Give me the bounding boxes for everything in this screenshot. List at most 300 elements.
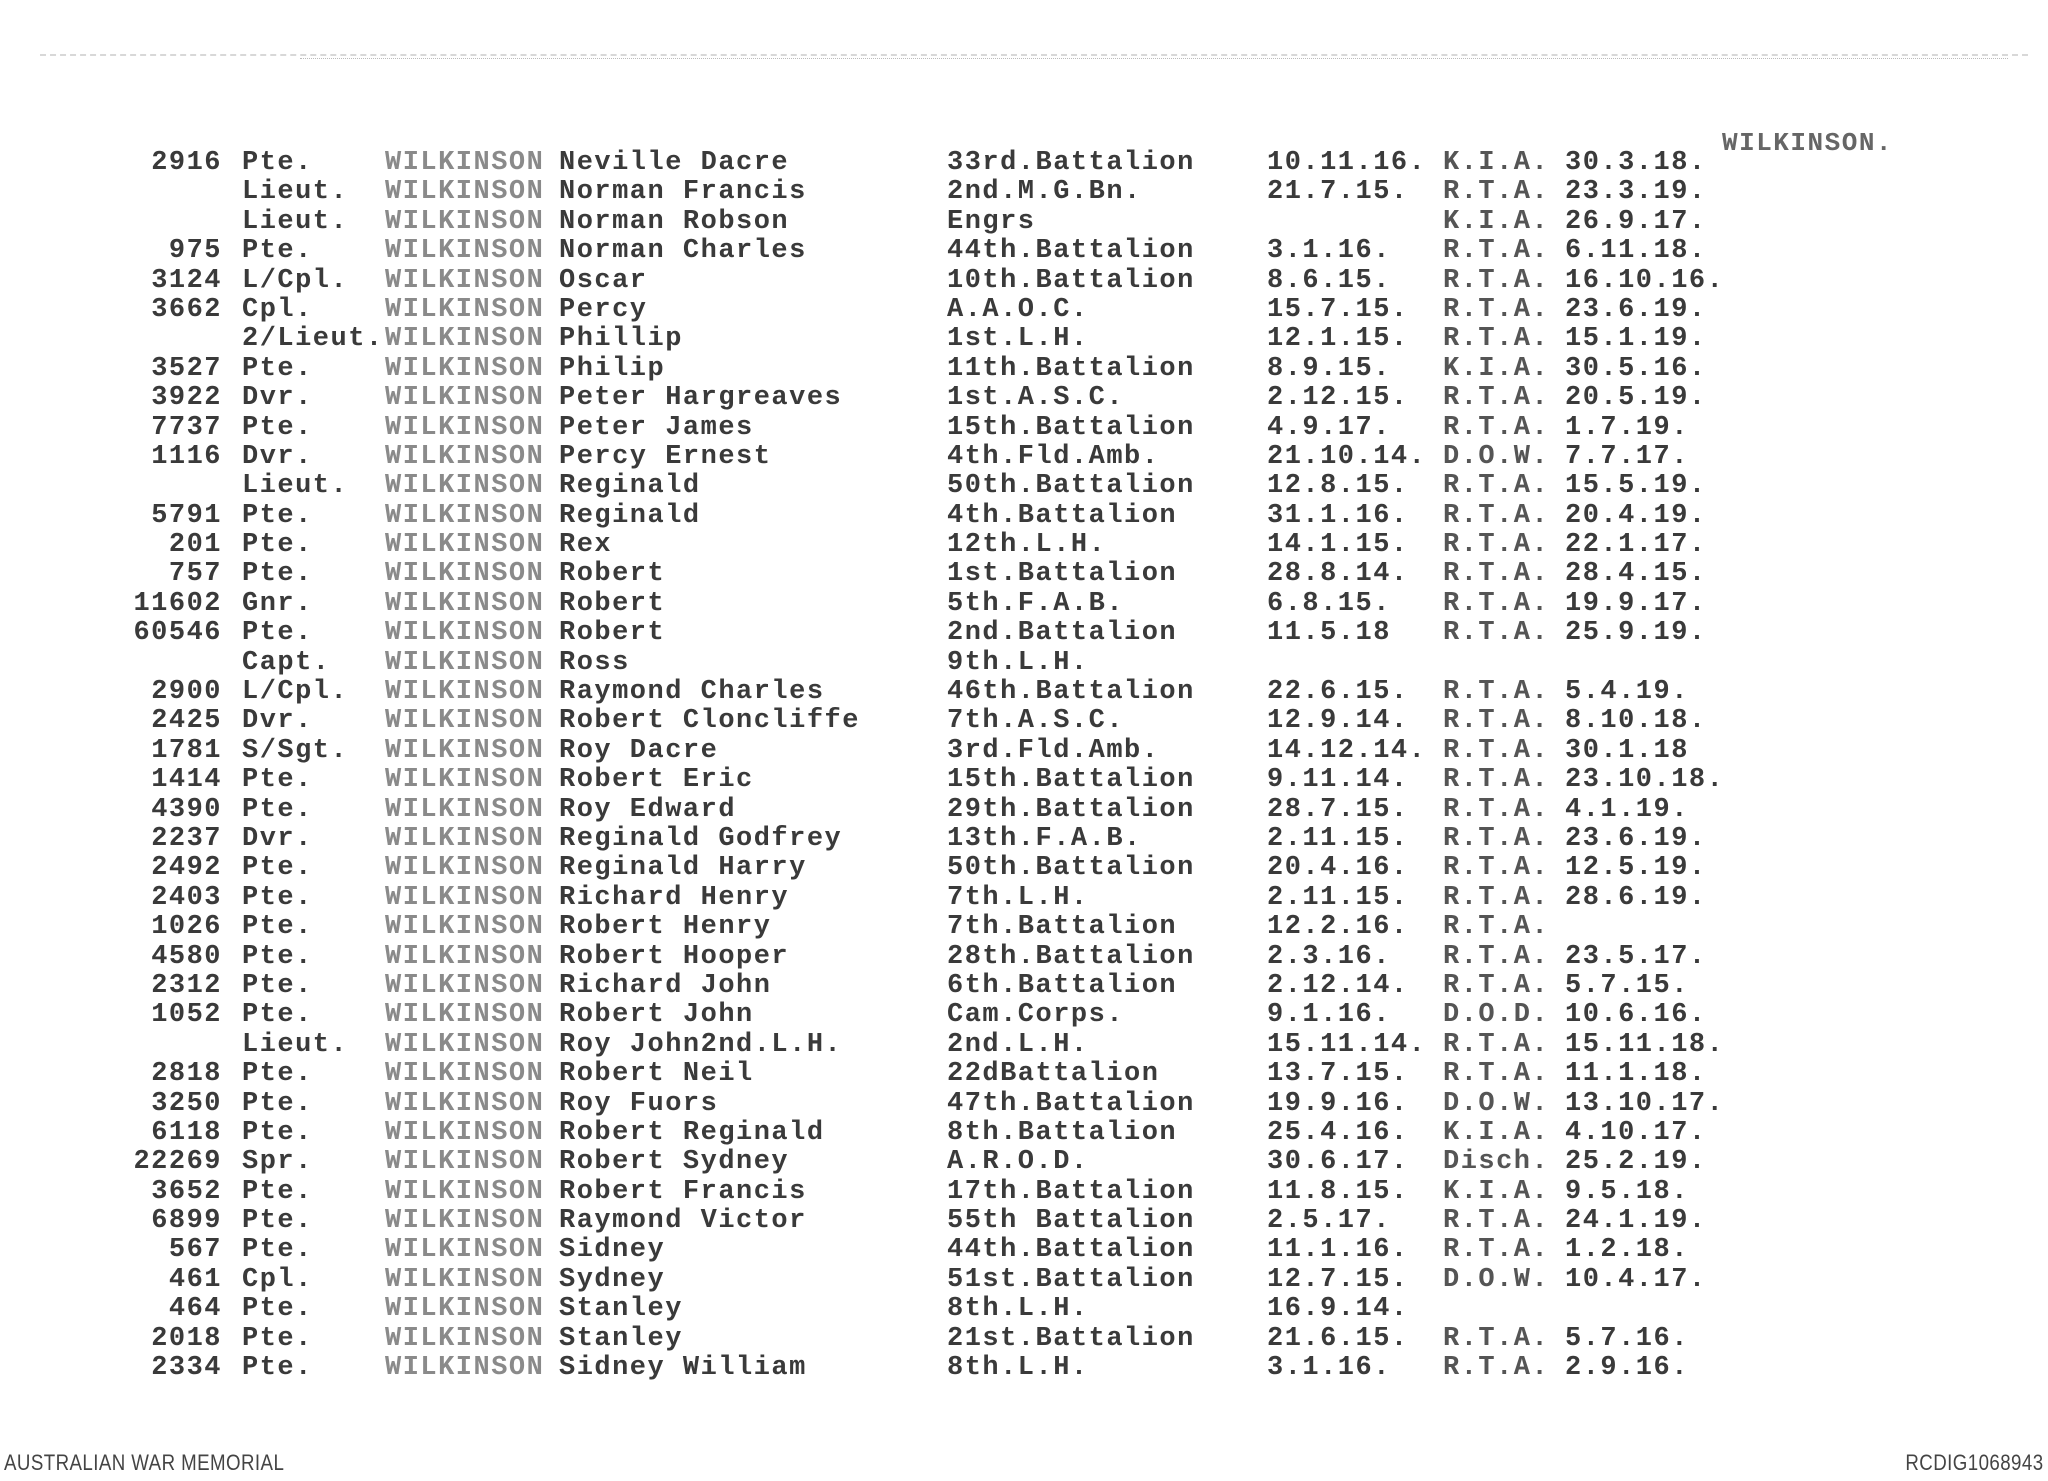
roll-entry <box>0 648 2048 677</box>
fate-date: 10.4.17. <box>1565 1264 1707 1295</box>
fate-status: D.O.W. <box>1443 441 1550 472</box>
enlistment-date: 8.6.15. <box>1267 265 1391 296</box>
rank: Capt. <box>242 647 331 678</box>
roll-entry <box>0 442 2048 471</box>
service-number: 1052 <box>151 1000 222 1031</box>
given-names: Reginald Harry <box>559 853 807 884</box>
service-number: 3922 <box>151 383 222 414</box>
surname: WILKINSON <box>385 559 545 590</box>
given-names: Philip <box>559 353 666 384</box>
fate-date: 19.9.17. <box>1565 588 1707 619</box>
unit: 33rd.Battalion <box>947 148 1195 178</box>
fate-status: R.T.A. <box>1443 706 1550 737</box>
nominal-roll-list <box>0 148 2048 1382</box>
enlistment-date: 14.1.15. <box>1267 530 1409 561</box>
enlistment-date: 12.9.14. <box>1267 706 1409 737</box>
fate-date: 23.5.17. <box>1565 941 1707 972</box>
roll-entry <box>0 1235 2048 1264</box>
rank: Pte. <box>242 1353 313 1384</box>
surname: WILKINSON <box>385 1147 545 1178</box>
given-names: Robert Eric <box>559 765 754 796</box>
surname: WILKINSON <box>385 588 545 619</box>
given-names: Reginald <box>559 471 701 502</box>
fate-status: R.T.A. <box>1443 265 1550 296</box>
given-names: Robert <box>559 559 666 590</box>
fate-status: R.T.A. <box>1443 1206 1550 1237</box>
roll-entry <box>0 1353 2048 1382</box>
surname: WILKINSON <box>385 677 545 708</box>
fate-date: 2.9.16. <box>1565 1353 1689 1384</box>
unit: 22dBattalion <box>947 1059 1160 1090</box>
unit: 47th.Battalion <box>947 1088 1195 1119</box>
roll-entry <box>0 1147 2048 1176</box>
rank: Pte. <box>242 765 313 796</box>
fate-status: R.T.A. <box>1443 794 1550 825</box>
enlistment-date: 22.6.15. <box>1267 677 1409 708</box>
service-number: 11602 <box>133 588 222 619</box>
unit: 2nd.L.H. <box>947 1029 1089 1060</box>
fate-status: D.O.D. <box>1443 1000 1550 1031</box>
fate-status: R.T.A. <box>1443 1323 1550 1354</box>
surname: WILKINSON <box>385 530 545 561</box>
rank: Pte. <box>242 941 313 972</box>
rank: Dvr. <box>242 383 313 414</box>
fate-status: R.T.A. <box>1443 1029 1550 1060</box>
surname: WILKINSON <box>385 265 545 296</box>
unit: 8th.Battalion <box>947 1117 1178 1148</box>
given-names: Percy <box>559 294 648 325</box>
given-names: Norman Robson <box>559 206 790 237</box>
fate-status: R.T.A. <box>1443 853 1550 884</box>
surname: WILKINSON <box>385 1353 545 1384</box>
roll-entry <box>0 559 2048 588</box>
fate-date: 23.3.19. <box>1565 177 1707 208</box>
fate-date: 15.5.19. <box>1565 471 1707 502</box>
given-names: Robert Neil <box>559 1059 754 1090</box>
rank: Spr. <box>242 1147 313 1178</box>
unit: Engrs <box>947 206 1036 237</box>
fate-status: R.T.A. <box>1443 912 1550 943</box>
fate-status: K.I.A. <box>1443 148 1550 178</box>
roll-entry <box>0 853 2048 882</box>
surname: WILKINSON <box>385 1264 545 1295</box>
unit: 13th.F.A.B. <box>947 823 1142 854</box>
fate-status: R.T.A. <box>1443 1059 1550 1090</box>
surname: WILKINSON <box>385 1000 545 1031</box>
roll-entry <box>0 942 2048 971</box>
enlistment-date: 19.9.16. <box>1267 1088 1409 1119</box>
surname: WILKINSON <box>385 794 545 825</box>
roll-entry <box>0 795 2048 824</box>
unit: 2nd.M.G.Bn. <box>947 177 1142 208</box>
unit: 50th.Battalion <box>947 853 1195 884</box>
rank: Pte. <box>242 1000 313 1031</box>
surname: WILKINSON <box>385 353 545 384</box>
enlistment-date: 3.1.16. <box>1267 1353 1391 1384</box>
fate-date: 16.10.16. <box>1565 265 1725 296</box>
given-names: Ross <box>559 647 630 678</box>
rank: Dvr. <box>242 823 313 854</box>
unit: 17th.Battalion <box>947 1176 1195 1207</box>
roll-entry <box>0 589 2048 618</box>
rank: Gnr. <box>242 588 313 619</box>
enlistment-date: 2.12.14. <box>1267 970 1409 1001</box>
roll-entry <box>0 677 2048 706</box>
surname: WILKINSON <box>385 1294 545 1325</box>
given-names: Robert Sydney <box>559 1147 790 1178</box>
service-number: 2900 <box>151 677 222 708</box>
fate-date: 23.6.19. <box>1565 823 1707 854</box>
fate-date: 23.6.19. <box>1565 294 1707 325</box>
service-number: 2237 <box>151 823 222 854</box>
given-names: Roy Fuors <box>559 1088 719 1119</box>
unit: Cam.Corps. <box>947 1000 1125 1031</box>
roll-entry <box>0 1294 2048 1323</box>
fate-status: K.I.A. <box>1443 1176 1550 1207</box>
service-number: 60546 <box>133 618 222 649</box>
surname: WILKINSON <box>385 647 545 678</box>
given-names: Stanley <box>559 1323 683 1354</box>
enlistment-date: 30.6.17. <box>1267 1147 1409 1178</box>
fate-status: R.T.A. <box>1443 618 1550 649</box>
fate-status: R.T.A. <box>1443 588 1550 619</box>
rank: Pte. <box>242 1235 313 1266</box>
fate-date: 5.7.15. <box>1565 970 1689 1001</box>
enlistment-date: 15.11.14. <box>1267 1029 1427 1060</box>
roll-entry <box>0 736 2048 765</box>
service-number: 3662 <box>151 294 222 325</box>
fate-status: R.T.A. <box>1443 941 1550 972</box>
roll-entry <box>0 324 2048 353</box>
enlistment-date: 31.1.16. <box>1267 500 1409 531</box>
fate-date: 4.10.17. <box>1565 1117 1707 1148</box>
fate-status: R.T.A. <box>1443 970 1550 1001</box>
enlistment-date: 28.8.14. <box>1267 559 1409 590</box>
rank: Pte. <box>242 1323 313 1354</box>
enlistment-date: 9.1.16. <box>1267 1000 1391 1031</box>
surname: WILKINSON <box>385 148 545 178</box>
fate-date: 12.5.19. <box>1565 853 1707 884</box>
service-number: 5791 <box>151 500 222 531</box>
enlistment-date: 2.12.15. <box>1267 383 1409 414</box>
surname: WILKINSON <box>385 471 545 502</box>
unit: 15th.Battalion <box>947 412 1195 443</box>
roll-entry <box>0 207 2048 236</box>
fate-status: R.T.A. <box>1443 324 1550 355</box>
fate-date: 28.6.19. <box>1565 882 1707 913</box>
surname: WILKINSON <box>385 765 545 796</box>
enlistment-date: 2.11.15. <box>1267 823 1409 854</box>
fate-date: 15.11.18. <box>1565 1029 1725 1060</box>
rank: Pte. <box>242 559 313 590</box>
given-names: Rex <box>559 530 613 561</box>
unit: 55th Battalion <box>947 1206 1195 1237</box>
unit: 7th.L.H. <box>947 882 1089 913</box>
given-names: Percy Ernest <box>559 441 772 472</box>
unit: 15th.Battalion <box>947 765 1195 796</box>
fate-date: 1.7.19. <box>1565 412 1689 443</box>
service-number: 6899 <box>151 1206 222 1237</box>
fate-date: 30.3.18. <box>1565 148 1707 178</box>
service-number: 3527 <box>151 353 222 384</box>
roll-entry <box>0 1206 2048 1235</box>
enlistment-date: 16.9.14. <box>1267 1294 1409 1325</box>
service-number: 201 <box>168 530 222 561</box>
unit: 8th.L.H. <box>947 1294 1089 1325</box>
enlistment-date: 15.7.15. <box>1267 294 1409 325</box>
given-names: Peter Hargreaves <box>559 383 843 414</box>
service-number: 1781 <box>151 735 222 766</box>
roll-entry <box>0 530 2048 559</box>
given-names: Stanley <box>559 1294 683 1325</box>
given-names: Robert John <box>559 1000 754 1031</box>
roll-entry <box>0 706 2048 735</box>
roll-entry <box>0 236 2048 265</box>
fate-status: K.I.A. <box>1443 206 1550 237</box>
enlistment-date: 25.4.16. <box>1267 1117 1409 1148</box>
fate-date: 5.7.16. <box>1565 1323 1689 1354</box>
fate-status: R.T.A. <box>1443 823 1550 854</box>
given-names: Reginald Godfrey <box>559 823 843 854</box>
service-number: 3652 <box>151 1176 222 1207</box>
unit: 1st.Battalion <box>947 559 1178 590</box>
unit: A.R.O.D. <box>947 1147 1089 1178</box>
enlistment-date: 3.1.16. <box>1267 236 1391 267</box>
roll-entry <box>0 471 2048 500</box>
surname: WILKINSON <box>385 941 545 972</box>
fate-status: R.T.A. <box>1443 1353 1550 1384</box>
fate-date: 5.4.19. <box>1565 677 1689 708</box>
unit: 11th.Battalion <box>947 353 1195 384</box>
fate-status: R.T.A. <box>1443 412 1550 443</box>
archive-credit: AUSTRALIAN WAR MEMORIAL <box>4 1450 285 1475</box>
enlistment-date: 2.11.15. <box>1267 882 1409 913</box>
enlistment-date: 8.9.15. <box>1267 353 1391 384</box>
given-names: Norman Charles <box>559 236 807 267</box>
service-number: 2425 <box>151 706 222 737</box>
enlistment-date: 11.5.18 <box>1267 618 1391 649</box>
enlistment-date: 12.1.15. <box>1267 324 1409 355</box>
fate-status: R.T.A. <box>1443 1235 1550 1266</box>
fate-date: 1.2.18. <box>1565 1235 1689 1266</box>
fate-date: 20.4.19. <box>1565 500 1707 531</box>
given-names: Roy John2nd.L.H. <box>559 1029 843 1060</box>
unit: 10th.Battalion <box>947 265 1195 296</box>
scan-artifact-line <box>40 54 2028 56</box>
fate-date: 23.10.18. <box>1565 765 1725 796</box>
document-id: RCDIG1068943 <box>1905 1450 2044 1475</box>
page-heading: WILKINSON. <box>1722 128 1894 158</box>
service-number: 464 <box>168 1294 222 1325</box>
rank: Pte. <box>242 618 313 649</box>
roll-entry <box>0 1177 2048 1206</box>
rank: Lieut. <box>242 177 349 208</box>
given-names: Robert Henry <box>559 912 772 943</box>
given-names: Neville Dacre <box>559 148 790 178</box>
given-names: Phillip <box>559 324 683 355</box>
rank: Pte. <box>242 353 313 384</box>
unit: 9th.L.H. <box>947 647 1089 678</box>
fate-status: K.I.A. <box>1443 353 1550 384</box>
service-number: 2818 <box>151 1059 222 1090</box>
rank: S/Sgt. <box>242 735 349 766</box>
enlistment-date: 12.7.15. <box>1267 1264 1409 1295</box>
enlistment-date: 10.11.16. <box>1267 148 1427 178</box>
rank: Pte. <box>242 882 313 913</box>
fate-date: 24.1.19. <box>1565 1206 1707 1237</box>
rank: Pte. <box>242 500 313 531</box>
given-names: Sidney William <box>559 1353 807 1384</box>
enlistment-date: 12.8.15. <box>1267 471 1409 502</box>
service-number: 22269 <box>133 1147 222 1178</box>
rank: Pte. <box>242 236 313 267</box>
roll-entry <box>0 1324 2048 1353</box>
given-names: Sidney <box>559 1235 666 1266</box>
fate-date: 6.11.18. <box>1565 236 1707 267</box>
surname: WILKINSON <box>385 1088 545 1119</box>
service-number: 757 <box>168 559 222 590</box>
fate-status: R.T.A. <box>1443 471 1550 502</box>
fate-date: 4.1.19. <box>1565 794 1689 825</box>
rank: Pte. <box>242 148 313 178</box>
roll-entry <box>0 413 2048 442</box>
roll-entry <box>0 824 2048 853</box>
fate-date: 11.1.18. <box>1565 1059 1707 1090</box>
given-names: Oscar <box>559 265 648 296</box>
unit: 12th.L.H. <box>947 530 1107 561</box>
rank: Cpl. <box>242 294 313 325</box>
given-names: Norman Francis <box>559 177 807 208</box>
enlistment-date: 2.5.17. <box>1267 1206 1391 1237</box>
enlistment-date: 13.7.15. <box>1267 1059 1409 1090</box>
roll-entry <box>0 912 2048 941</box>
fate-status: R.T.A. <box>1443 677 1550 708</box>
surname: WILKINSON <box>385 853 545 884</box>
unit: 21st.Battalion <box>947 1323 1195 1354</box>
enlistment-date: 28.7.15. <box>1267 794 1409 825</box>
unit: 7th.A.S.C. <box>947 706 1125 737</box>
given-names: Raymond Charles <box>559 677 825 708</box>
surname: WILKINSON <box>385 1206 545 1237</box>
rank: Pte. <box>242 1117 313 1148</box>
unit: A.A.O.C. <box>947 294 1089 325</box>
unit: 44th.Battalion <box>947 1235 1195 1266</box>
fate-date: 30.5.16. <box>1565 353 1707 384</box>
rank: Pte. <box>242 412 313 443</box>
roll-entry <box>0 354 2048 383</box>
surname: WILKINSON <box>385 500 545 531</box>
service-number: 2916 <box>151 148 222 178</box>
surname: WILKINSON <box>385 823 545 854</box>
fate-status: R.T.A. <box>1443 559 1550 590</box>
fate-status: R.T.A. <box>1443 177 1550 208</box>
enlistment-date: 9.11.14. <box>1267 765 1409 796</box>
service-number: 2334 <box>151 1353 222 1384</box>
surname: WILKINSON <box>385 236 545 267</box>
service-number: 2403 <box>151 882 222 913</box>
rank: Lieut. <box>242 206 349 237</box>
given-names: Peter James <box>559 412 754 443</box>
fate-status: R.T.A. <box>1443 765 1550 796</box>
service-number: 975 <box>168 236 222 267</box>
service-number: 1414 <box>151 765 222 796</box>
fate-date: 26.9.17. <box>1565 206 1707 237</box>
rank: Pte. <box>242 530 313 561</box>
fate-date: 30.1.18 <box>1565 735 1689 766</box>
surname: WILKINSON <box>385 1323 545 1354</box>
fate-status: R.T.A. <box>1443 530 1550 561</box>
service-number: 4580 <box>151 941 222 972</box>
scan-artifact-line <box>300 58 2008 59</box>
surname: WILKINSON <box>385 1176 545 1207</box>
surname: WILKINSON <box>385 383 545 414</box>
fate-date: 7.7.17. <box>1565 441 1689 472</box>
roll-entry <box>0 971 2048 1000</box>
enlistment-date: 14.12.14. <box>1267 735 1427 766</box>
roll-entry <box>0 1265 2048 1294</box>
unit: 3rd.Fld.Amb. <box>947 735 1160 766</box>
service-number: 1116 <box>151 441 222 472</box>
enlistment-date: 4.9.17. <box>1267 412 1391 443</box>
roll-entry <box>0 1059 2048 1088</box>
roll-entry <box>0 295 2048 324</box>
roll-entry <box>0 266 2048 295</box>
roll-entry <box>0 501 2048 530</box>
enlistment-date: 11.8.15. <box>1267 1176 1409 1207</box>
roll-entry <box>0 148 2048 177</box>
surname: WILKINSON <box>385 177 545 208</box>
fate-status: R.T.A. <box>1443 500 1550 531</box>
rank: Pte. <box>242 1176 313 1207</box>
roll-entry <box>0 883 2048 912</box>
unit: 51st.Battalion <box>947 1264 1195 1295</box>
unit: 6th.Battalion <box>947 970 1178 1001</box>
fate-status: Disch. <box>1443 1147 1550 1178</box>
surname: WILKINSON <box>385 970 545 1001</box>
enlistment-date: 20.4.16. <box>1267 853 1409 884</box>
unit: 46th.Battalion <box>947 677 1195 708</box>
given-names: Robert <box>559 588 666 619</box>
fate-status: R.T.A. <box>1443 294 1550 325</box>
surname: WILKINSON <box>385 294 545 325</box>
given-names: Richard John <box>559 970 772 1001</box>
fate-date: 8.10.18. <box>1565 706 1707 737</box>
given-names: Robert Cloncliffe <box>559 706 860 737</box>
rank: L/Cpl. <box>242 265 349 296</box>
unit: 4th.Battalion <box>947 500 1178 531</box>
rank: Pte. <box>242 1088 313 1119</box>
enlistment-date: 21.7.15. <box>1267 177 1409 208</box>
unit: 44th.Battalion <box>947 236 1195 267</box>
fate-date: 13.10.17. <box>1565 1088 1725 1119</box>
roll-entry <box>0 1000 2048 1029</box>
rank: Dvr. <box>242 441 313 472</box>
given-names: Sydney <box>559 1264 666 1295</box>
fate-date: 28.4.15. <box>1565 559 1707 590</box>
unit: 50th.Battalion <box>947 471 1195 502</box>
rank: Lieut. <box>242 1029 349 1060</box>
surname: WILKINSON <box>385 706 545 737</box>
fate-status: D.O.W. <box>1443 1088 1550 1119</box>
given-names: Robert Hooper <box>559 941 790 972</box>
rank: Dvr. <box>242 706 313 737</box>
rank: Lieut. <box>242 471 349 502</box>
fate-status: R.T.A. <box>1443 236 1550 267</box>
surname: WILKINSON <box>385 324 545 355</box>
rank: Pte. <box>242 912 313 943</box>
surname: WILKINSON <box>385 735 545 766</box>
enlistment-date: 2.3.16. <box>1267 941 1391 972</box>
